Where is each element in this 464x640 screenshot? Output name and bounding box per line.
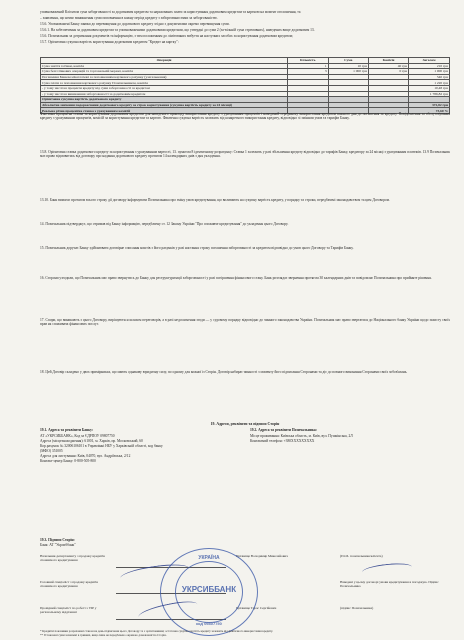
signature-right-text: Наведені у цьому договорі умови кредитування я погоджую. Підпис Позичальника xyxy=(340,580,439,588)
fee-cell: 10,48 грн xyxy=(409,85,450,91)
fee-header-cell: Комісія xyxy=(368,58,408,64)
footnote: * Кредитні показники розраховані станом на день підписання цього Договору та є орієнтовними; остаточна сукупна вартість кредиту залежить від фактичного використання кредиту. xyxy=(40,630,273,633)
contract-paragraph: 18. Цей Договір складено у двох примірниках, що мають однакову юридичну силу, по одному для кожної із Сторін. Договір набирає чинності з моменту його підписання Сторонами та діє до повного виконання Сторонами своїх зобов'язань. xyxy=(40,370,408,374)
signatures-title: 19.3. Підписи Сторін: xyxy=(40,538,75,542)
bank-detail-line: (МФО) 351005 xyxy=(40,449,63,453)
fee-cell: Сума зняття готівки, комісія xyxy=(41,63,288,69)
contract-paragraph: 13.8. Орієнтовна ставка додаткового кредиту за користування з урахуванням вартості, 13. пунктом 8 ідентичному розрахунку: Ставка 1 залежить у разі збільшення кредиту відповідно до тарифів Банку, кредитору за 24 місяці з урахуванням платежів. 13.9 Позичальник має право відмовитись від договору про надання додаткового кредиту протягом 14 календарних днів з дня укладення. xyxy=(40,150,450,159)
fee-cell: 210 грн xyxy=(409,63,450,69)
signature-left-text: Провідний спеціаліст по роботі з VIP у регіональному відділенні xyxy=(40,606,97,614)
fee-header-cell: Кількість xyxy=(288,58,329,64)
bank-detail-line: АТ «УКРСИББАНК», Код за ЄДРПОУ 09807750 xyxy=(40,434,115,438)
fee-cell: Абсолютна значення подорожчання додаткового кредиту за строк користування (сукупна вартість кредиту за 24 місяці) xyxy=(41,102,288,108)
intro-line: – заявлення, що немає виникнення суми поповнення в кожну період кредиту з заборгованостями за заборгованістю. xyxy=(40,16,218,20)
contract-paragraph: 16. Сторони узгодили, що Позичальник має право звернутись до Банку для реструктуризації заборгованості у разі погіршення фінансового стану. Банк розглядає звернення протягом 30 календарних днів та повідомляє Позичальника про прийняте рішення. xyxy=(40,276,432,280)
signature-mid-text: Прізвище Тарас Сергійович xyxy=(236,606,277,610)
signature-left-text: Головний спеціаліст з продажу кредитів споживчого кредитування xyxy=(40,580,98,588)
fee-cell: 73,60 % xyxy=(409,108,450,114)
intro-line: 13.7. Орієнтовна сукупна вартість користування додатковим кредитом "Кредит на картку": xyxy=(40,40,179,44)
fee-cell: 540 грн xyxy=(409,74,450,80)
fee-cell: - у тому числі на виникнення заборгованості за додатковим кредитом xyxy=(41,91,288,97)
fee-cell: - у тому числі на проценти кредиту від суми заборгованості за кредитом xyxy=(41,85,288,91)
fee-cell: Орієнтовна сукупна вартість додаткового кредиту xyxy=(41,97,288,103)
bank-signatory-label: Банк: АТ "Укрсиббанк" xyxy=(40,543,76,547)
fee-cell: Реальна річна процентна ставка з урахуванням комісій xyxy=(41,108,288,114)
fee-header-cell: Загалом xyxy=(409,58,450,64)
contract-paragraph: 17. Спори, що виникають з цього Договору, вирішуються шляхом переговорів, а в разі недосягнення згоди — у судовому порядку відповідно до чинного законодавства України. Позичальник має право звертатися до Національного банку України щодо захисту своїх прав як споживача фінансових послуг. xyxy=(40,318,450,327)
fee-cell: 372,82 грн xyxy=(409,102,450,108)
seal-country-text: УКРАЇНА xyxy=(198,555,220,561)
signature-left-text: Начальник департаменту з продажу кредитів споживчого кредитування xyxy=(40,554,105,562)
fee-table xyxy=(40,57,450,114)
fee-cell: 1 xyxy=(288,63,329,69)
bank-detail-line: Адреса (місцезнаходження): 61001, м. Харків, пр. Московський, 60 xyxy=(40,439,143,443)
footnote: ** Усі вказані суми зазначені в гривнях, якщо інше не передбачено окремою домовленістю Сторін. xyxy=(40,634,167,637)
fee-header-cell: Операція xyxy=(41,58,288,64)
client-detail-line: Контактний телефон: +380XXXXXXXXX xyxy=(250,439,315,443)
bank-detail-line: Адреса для листування: Київ, 04070, вул. Андріївська, 2/12 xyxy=(40,454,131,458)
bank-seal xyxy=(160,548,258,636)
seal-bank-name: УКРСИББАНК xyxy=(181,585,237,594)
section-19-title: 19. Адреси, реквізити та підписи Сторін xyxy=(210,422,280,426)
contract-paragraph: Фактична процентна ставка за користування додатковим кредитом для наведеного прикладу використання кредиту з урахуванням процентів і наведений середньому використання кредитом кожного дня до погашення за кредиту. Повідомлення за обслуговування кредиту з урахуванням процентів, комісій за користування кредитом та картою. Фактична сукупна вартість залежить від конкретного використання кредиту, відповідно зі змінами умов та тарифів Банку. xyxy=(40,112,450,121)
bank-detail-line: Кор.рахунок № 32006106101 в Управлінні НБУ у Харківській області, код банку xyxy=(40,444,163,448)
client-detail-line: Місце проживання: Київська область, м. Київ, вул. Пушкінська, 2Л xyxy=(250,434,353,438)
fee-cell: Сума плати за поповнення карткового рахунку Позичальником, комісія xyxy=(41,80,288,86)
intro-line: уповноважений Клієнтом сума заборгованості за додатковим кредитом та нарахованих плати за користування додатковим кредитом та карткою на момент оголошення, та xyxy=(40,10,301,14)
fee-cell: 40 грн xyxy=(368,63,408,69)
fee-cell: 1 786,82 грн xyxy=(409,91,450,97)
client-details-heading: 19.2. Адреса та реквізити Позичальника: xyxy=(250,428,317,432)
signature-mid-text: Прізвище Володимир Миколайович xyxy=(236,554,288,558)
intro-line: 13.6. Позичальник за дотримання документів та інформацію, з тим положенням до лімітованих вибуття на наступних засобах за користування додатковим кредитом; xyxy=(40,34,294,38)
fee-cell: 1 000 грн xyxy=(328,69,368,75)
fee-cell: 1 220 грн xyxy=(409,80,450,86)
bank-detail-line: Контакт-центр Банку: 0-800-505-800 xyxy=(40,459,96,463)
contract-paragraph: 15. Позичальник доручає Банку здійснювати договірне списання коштів з його рахунків у разі настання строку погашення заборгованості за кредитом відповідно до умов цього Договору та Тарифів Банку. xyxy=(40,246,354,250)
contract-paragraph: 13.10. Банк вимагає протягом всього строку дії договору інформувати Позичальника про зміну умов кредитування, що впливають на сукупну вартість кредиту, у порядку та строки, передбачені законодавством та цим Договором. xyxy=(40,198,390,202)
intro-line: 13.6.1. На забезпечення за додатковим кредитом та уповноваженими додатковими кредитами, що утвердні до суми 2 (за-вільній сума стремовних), наведених вище додатковим 13. xyxy=(40,28,315,32)
signature-right-text: (підпис Позичальника) xyxy=(340,606,374,610)
signature-right-text: (П.І.Б. позичальника/клієнта) xyxy=(340,554,383,558)
contract-paragraph: 14. Позичальник підтверджує, що отримав від Банку інформацію, передбачену ст. 12 Закону України "Про споживче кредитування" до укладення цього Договору. xyxy=(40,222,289,226)
fee-cell: Сума безготівкових операцій та торговельній мережі, комісія xyxy=(41,69,288,75)
intro-line: 13.6. Уповноважені Банку заявки до перевищення до додаткового кредиту згідно з документами окремо перевищення суми. xyxy=(40,22,230,26)
fee-cell: 1 000 грн xyxy=(409,69,450,75)
fee-cell: 10 грн xyxy=(328,63,368,69)
fee-cell: 0 грн xyxy=(368,69,408,75)
seal-code-text: код 09807750 xyxy=(196,621,222,626)
fee-cell: 3 xyxy=(288,69,329,75)
fee-cell: Погашення Банком мін.платежі за поповненням карткового рахунку (узагальнення) xyxy=(41,74,288,80)
fee-header-cell: Сума xyxy=(328,58,368,64)
bank-details-heading: 19.1. Адреса та реквізити Банку: xyxy=(40,428,94,432)
